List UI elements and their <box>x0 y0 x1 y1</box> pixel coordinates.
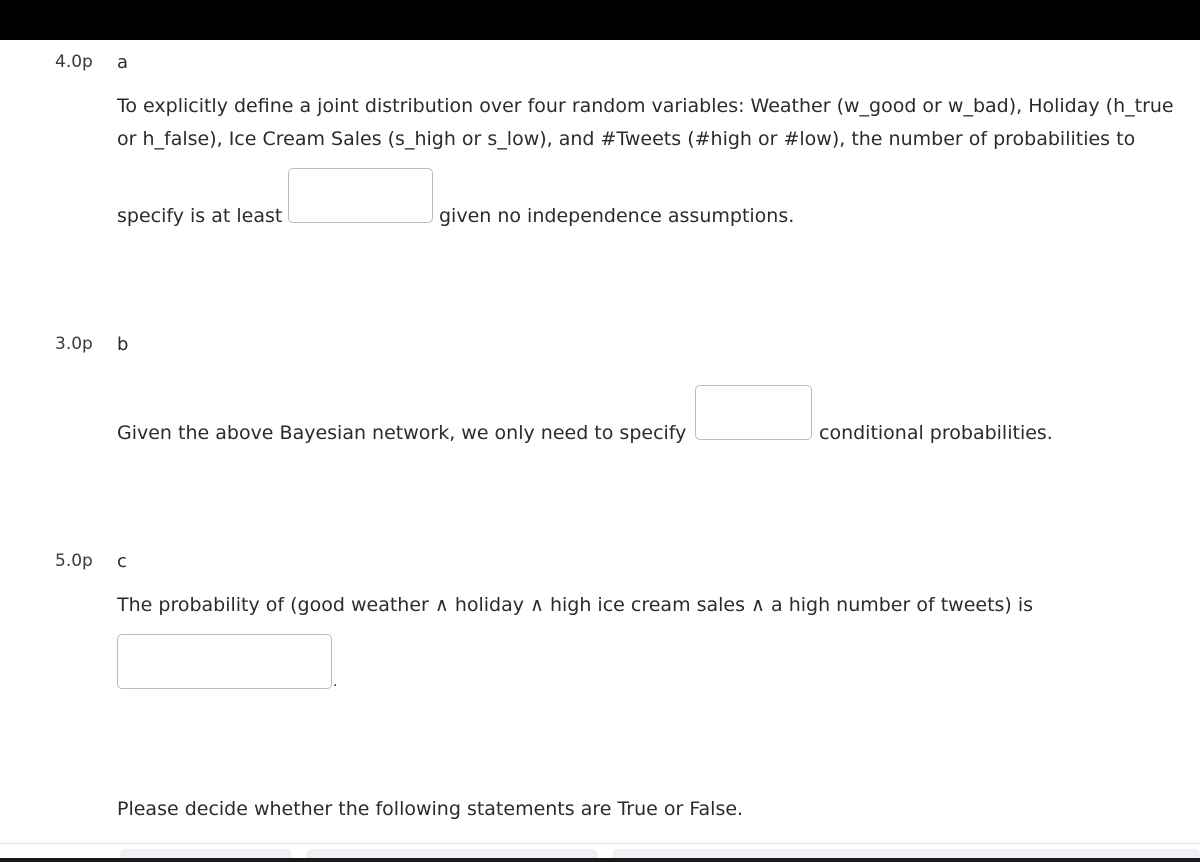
question-c-points: 5.0p <box>55 551 93 571</box>
question-c-prompt: The probability of (good weather ∧ holiday ∧ high ice cream sales ∧ a high number of tweets) is <box>117 594 1034 616</box>
question-b-points: 3.0p <box>55 334 93 354</box>
question-c-letter: c <box>117 551 127 572</box>
question-a-text-before-input: specify is at least <box>117 205 283 227</box>
question-b-text-after-input: conditional probabilities. <box>819 422 1053 444</box>
question-c-suffix: . <box>333 674 338 690</box>
question-a-text-after-input: given no independence assumptions. <box>439 205 795 227</box>
true-false-instruction: Please decide whether the following statements are True or False. <box>117 798 744 820</box>
statement-option-3[interactable] <box>612 849 1200 858</box>
question-a-letter: a <box>117 52 129 73</box>
question-a-points: 4.0p <box>55 52 93 72</box>
question-c-answer-input[interactable] <box>117 634 332 689</box>
question-b-text-before-input: Given the above Bayesian network, we only need to specify <box>117 422 687 444</box>
question-b-answer-input[interactable] <box>695 385 812 440</box>
question-a-answer-input[interactable] <box>288 168 433 223</box>
question-a-text-line-2: or h_false), Ice Cream Sales (s_high or s_low), and #Tweets (#high or #low), the number of probabilities to <box>117 128 1136 150</box>
section-divider <box>0 843 1200 844</box>
statement-option-1[interactable] <box>120 849 292 858</box>
question-a-text-line-1: To explicitly define a joint distribution over four random variables: Weather (w_good or w_bad), Holiday (h_true <box>117 95 1174 117</box>
question-b-letter: b <box>117 334 129 355</box>
statement-option-2[interactable] <box>306 849 598 858</box>
bottom-bar <box>0 858 1200 862</box>
top-header-bar <box>0 0 1200 40</box>
